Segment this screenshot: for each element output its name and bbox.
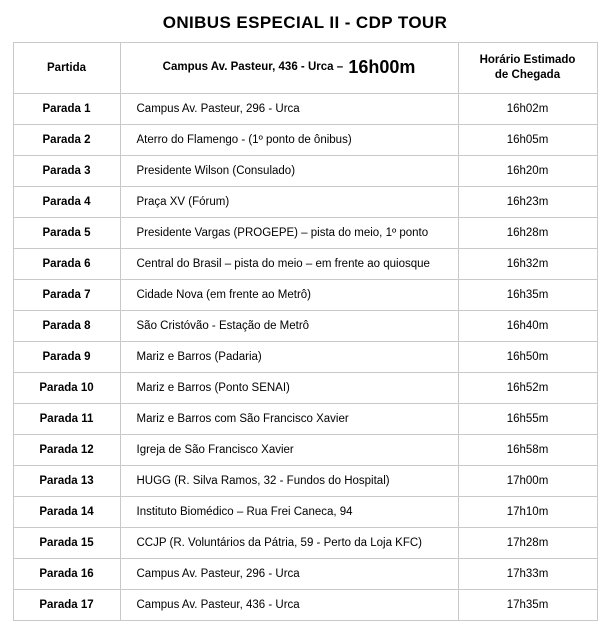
location-cell: Igreja de São Francisco Xavier (120, 435, 458, 466)
route-column-header (120, 43, 458, 94)
schedule-table-header (13, 43, 597, 94)
table-row (13, 373, 597, 404)
stop-cell: Parada 8 (13, 311, 120, 342)
stop-cell: Parada 3 (13, 156, 120, 187)
stop-cell: Parada 10 (13, 373, 120, 404)
table-row (13, 311, 597, 342)
stop-cell: Parada 13 (13, 466, 120, 497)
page-title: ONIBUS ESPECIAL II - CDP TOUR (162, 13, 448, 32)
table-row (13, 280, 597, 311)
arrival-time-cell: 16h32m (458, 249, 597, 280)
stop-cell: Parada 12 (13, 435, 120, 466)
table-row (13, 528, 597, 559)
location-cell: Campus Av. Pasteur, 296 - Urca (120, 559, 458, 590)
stop-cell: Parada 5 (13, 218, 120, 249)
table-row (13, 559, 597, 590)
schedule-table-body (13, 94, 597, 621)
arrival-time-cell: 17h33m (458, 559, 597, 590)
arrival-time-cell: 16h20m (458, 156, 597, 187)
table-row (13, 466, 597, 497)
arrival-time-cell: 16h40m (458, 311, 597, 342)
stop-cell: Parada 14 (13, 497, 120, 528)
location-cell: Aterro do Flamengo - (1º ponto de ônibus) (120, 125, 458, 156)
stop-cell: Parada 4 (13, 187, 120, 218)
location-cell: Central do Brasil – pista do meio – em frente ao quiosque (120, 249, 458, 280)
arrival-column-header: Horário Estimado de Chegada (458, 43, 597, 94)
location-cell: Campus Av. Pasteur, 436 - Urca (120, 590, 458, 621)
stop-cell: Parada 2 (13, 125, 120, 156)
location-cell: Instituto Biomédico – Rua Frei Caneca, 94 (120, 497, 458, 528)
route-label: Campus Av. Pasteur, 436 - Urca – (162, 61, 344, 74)
schedule-table (13, 42, 598, 621)
stop-cell: Parada 17 (13, 590, 120, 621)
location-cell: Mariz e Barros (Padaria) (120, 342, 458, 373)
arrival-time-cell: 16h55m (458, 404, 597, 435)
arrival-time-cell: 16h02m (458, 94, 597, 125)
location-cell: Presidente Wilson (Consulado) (120, 156, 458, 187)
table-row (13, 590, 597, 621)
arrival-time-cell: 16h23m (458, 187, 597, 218)
stop-cell: Parada 11 (13, 404, 120, 435)
arrival-time-cell: 17h35m (458, 590, 597, 621)
location-cell: Praça XV (Fórum) (120, 187, 458, 218)
departure-column-header: Partida (13, 43, 120, 94)
table-row (13, 125, 597, 156)
table-row (13, 218, 597, 249)
table-row (13, 497, 597, 528)
stop-cell: Parada 6 (13, 249, 120, 280)
stop-cell: Parada 15 (13, 528, 120, 559)
arrival-time-cell: 17h28m (458, 528, 597, 559)
location-cell: CCJP (R. Voluntários da Pátria, 59 - Perto da Loja KFC) (120, 528, 458, 559)
table-row (13, 187, 597, 218)
table-row (13, 94, 597, 125)
table-row (13, 404, 597, 435)
arrival-time-cell: 16h28m (458, 218, 597, 249)
table-row (13, 435, 597, 466)
stop-cell: Parada 1 (13, 94, 120, 125)
arrival-time-cell: 16h35m (458, 280, 597, 311)
arrival-time-cell: 16h52m (458, 373, 597, 404)
location-cell: São Cristóvão - Estação de Metrô (120, 311, 458, 342)
arrival-time-cell: 16h50m (458, 342, 597, 373)
table-row (13, 249, 597, 280)
header-row (13, 43, 597, 94)
location-cell: Campus Av. Pasteur, 296 - Urca (120, 94, 458, 125)
route-departure-time: 16h00m (348, 57, 416, 78)
stop-cell: Parada 9 (13, 342, 120, 373)
arrival-time-cell: 17h10m (458, 497, 597, 528)
table-row (13, 342, 597, 373)
location-cell: Presidente Vargas (PROGEPE) – pista do meio, 1º ponto (120, 218, 458, 249)
location-cell: Cidade Nova (em frente ao Metrô) (120, 280, 458, 311)
arrival-time-cell: 16h05m (458, 125, 597, 156)
location-cell: Mariz e Barros com São Francisco Xavier (120, 404, 458, 435)
location-cell: HUGG (R. Silva Ramos, 32 - Fundos do Hospital) (120, 466, 458, 497)
table-row (13, 156, 597, 187)
location-cell: Mariz e Barros (Ponto SENAI) (120, 373, 458, 404)
stop-cell: Parada 7 (13, 280, 120, 311)
stop-cell: Parada 16 (13, 559, 120, 590)
arrival-time-cell: 16h58m (458, 435, 597, 466)
arrival-time-cell: 17h00m (458, 466, 597, 497)
